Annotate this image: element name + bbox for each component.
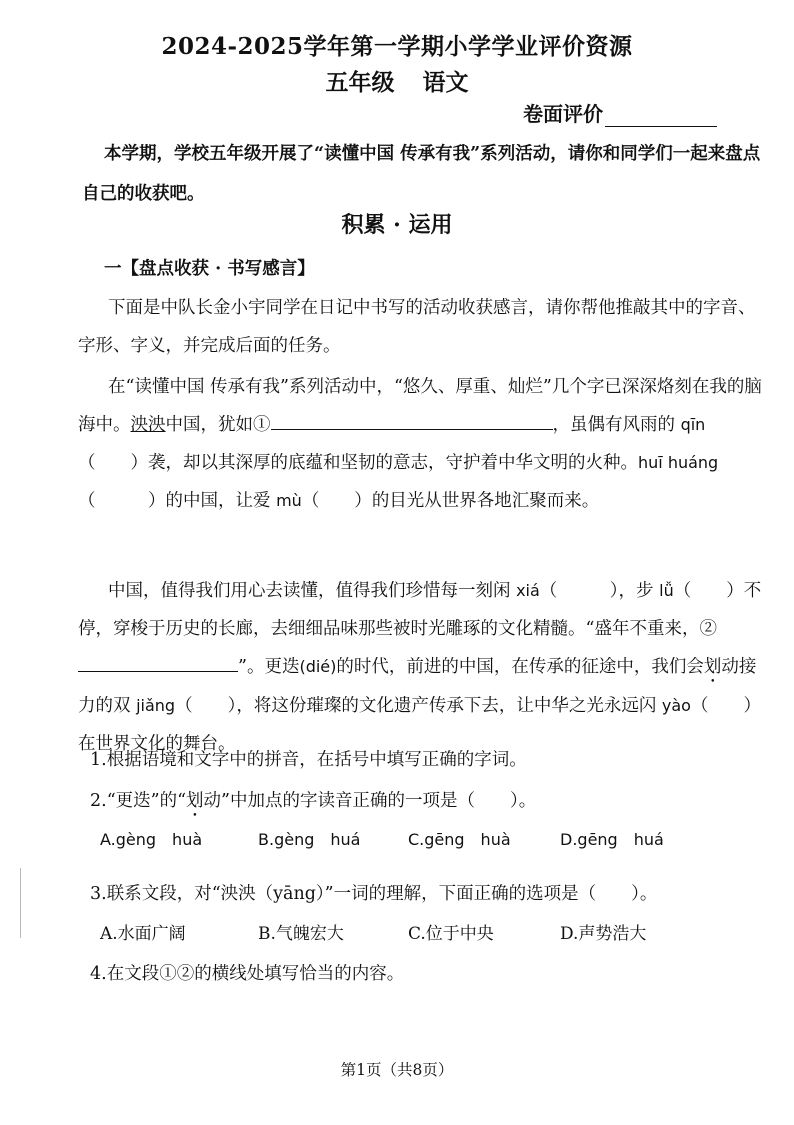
intro-paragraph: 本学期，学校五年级开展了“读懂中国 传承有我”系列活动，请你和同学们一起来盘点自己的收获吧。	[82, 144, 761, 204]
passage1-text-d: 袭，却以其深厚的底蕴和坚韧的意志，守护着中华文明的火种。	[148, 453, 638, 473]
score-blank[interactable]	[605, 106, 717, 127]
answer-paren-xia[interactable]: （ ）	[539, 581, 619, 601]
answer-paren-mu[interactable]: （ ）	[301, 491, 372, 511]
section-title: 积累 · 运用	[341, 212, 453, 238]
word-gengdie: 更迭	[264, 657, 300, 677]
passage2-text-f: 动接力的双	[78, 657, 757, 716]
q3-option-b[interactable]: B.气魄宏大	[258, 924, 344, 944]
passage1-text-a: 在“读懂中国 传承有我”系列活动中，“悠久、厚重、灿烂”几个字已深深烙刻在我的脑海中。	[78, 377, 762, 435]
pinyin-die: (dié)	[299, 657, 337, 676]
lead-paragraph: 下面是中队长金小宇同学在日记中书写的活动收获感言，请你帮他推敲其中的字音、字形、字义，并完成后面的任务。	[78, 298, 756, 356]
answer-paren-qin[interactable]: （ ）	[78, 453, 148, 473]
q2-option-c[interactable]: C.gēng huà	[408, 830, 511, 849]
passage2-text-h: 在世界文化的舞台。	[78, 734, 236, 754]
answer-paren-jiang[interactable]: （ ）	[175, 696, 237, 716]
answer-paren-huihuang[interactable]: （ ）	[78, 491, 166, 511]
q3-option-d[interactable]: D.声势浩大	[560, 924, 647, 944]
passage1-text-c: ，虽偶有风雨的	[552, 415, 675, 435]
question-3: 3.联系文段，对“泱泱（yāng）”一词的理解，下面正确的选项是（ ）。	[90, 884, 658, 904]
passage-paragraph-1	[78, 368, 768, 520]
q3-option-a[interactable]: A.水面广阔	[100, 924, 186, 944]
q2-option-b[interactable]: B.gèng huá	[258, 830, 361, 849]
pinyin-jiang: jiǎng	[136, 696, 176, 715]
blank-2[interactable]	[78, 653, 238, 672]
word-yangyang: 泱泱	[130, 415, 166, 435]
part-title: 一【盘点收获 · 书写感言】	[104, 259, 315, 279]
passage2-text-b: ，步	[618, 581, 654, 601]
blank-1[interactable]	[271, 411, 553, 430]
grade-label: 五年级	[325, 69, 395, 96]
pinyin-yao: yào	[661, 696, 691, 715]
pinyin-lv: lǚ	[659, 581, 674, 600]
subject-label: 语文	[422, 69, 469, 96]
score-label: 卷面评价	[523, 102, 603, 126]
pinyin-qin: qīn	[680, 415, 706, 434]
q3-option-c[interactable]: C.位于中央	[408, 924, 494, 944]
question-4: 4.在文段①②的横线处填写恰当的内容。	[90, 964, 405, 984]
pinyin-mu: mù	[276, 491, 302, 510]
exam-title: 2024-2025学年第一学期小学学业评价资源	[161, 33, 633, 60]
q2-option-a[interactable]: A.gèng huà	[100, 830, 203, 849]
dotted-char-hua: 划	[703, 657, 722, 677]
grade-subject	[0, 64, 794, 97]
passage-paragraph-2	[78, 572, 768, 763]
answer-paren-lv[interactable]: （ ）	[673, 581, 744, 601]
passage2-text-c: 不停，穿梭于历史的长廊，去细细品味那些被时光雕琢的文化精髓。“盛年不重来，②	[78, 581, 762, 639]
question-2-text-post: 动”中加点的字读音正确的一项是（ ）。	[203, 791, 537, 811]
question-1: 1.根据语境和文字中的拼音，在括号中填写正确的字词。	[90, 750, 527, 770]
pinyin-huihuang: huī huáng	[638, 453, 719, 472]
passage2-text-e: 的时代，前进的中国，在传承的征途中，我们会	[336, 657, 704, 677]
score-field	[523, 98, 717, 127]
passage2-text-d: ”。	[238, 657, 265, 677]
page-footer: 第1页（共8页）	[340, 1061, 454, 1079]
answer-paren-yao[interactable]: （ ）	[690, 696, 761, 716]
passage1-text-e: 的中国，让爱	[165, 491, 271, 511]
passage1-text-b: 中国，犹如①	[165, 415, 271, 435]
question-2	[90, 787, 536, 821]
passage2-text-a: 中国，值得我们用心去读懂，值得我们珍惜每一刻闲	[108, 581, 511, 601]
question-2-text-pre: 2.“更迭”的“	[90, 791, 187, 811]
passage1-text-f: 的目光从世界各地汇聚而来。	[371, 491, 600, 511]
question-2-dotted-char: 划	[186, 791, 204, 811]
q2-option-d[interactable]: D.gēng huá	[560, 830, 664, 849]
scan-edge-mark	[20, 868, 21, 938]
pinyin-xia: xiá	[516, 581, 540, 600]
passage2-text-g: ，将这份璀璨的文化遗产传承下去，让中华之光永远闪	[236, 696, 657, 716]
